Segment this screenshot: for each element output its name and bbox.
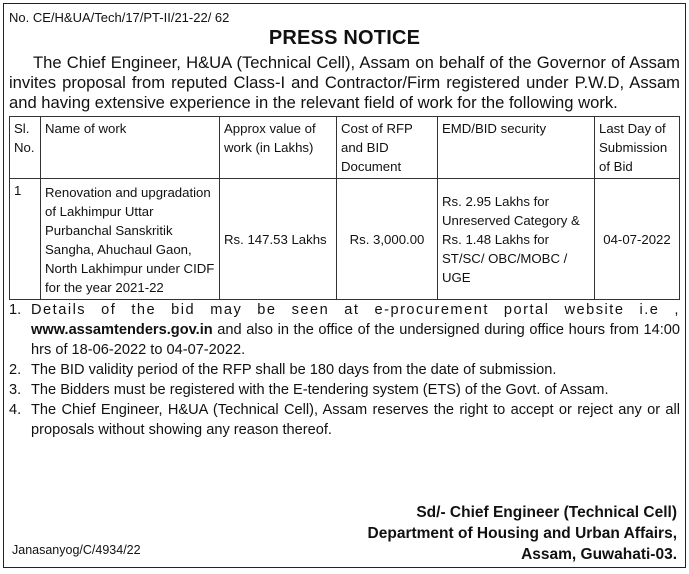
condition-number: 3. (9, 382, 22, 398)
table-header-row (10, 117, 680, 179)
signature-line-1: Sd/- Chief Engineer (Technical Cell) (416, 504, 677, 521)
intro-paragraph: The Chief Engineer, H&UA (Technical Cell), Assam on behalf of the Governor of Assam invites proposal from reputed Class-I and Contractor/Firm registered under P.W.D, Assam and having extensive experience in the relevant field of work for the following work. (9, 53, 680, 112)
condition-text: The Bidders must be registered with the E-tendering system (ETS) of the Govt. of Assam. (31, 382, 609, 398)
press-notice (3, 3, 686, 568)
signature-line-3: Assam, Guwahati-03. (521, 546, 677, 563)
condition-item (9, 360, 680, 380)
condition-text: The Chief Engineer, H&UA (Technical Cell), Assam reserves the right to accept or reject any or all proposals without showing any reason thereof. (31, 402, 680, 438)
cell-sl: 1 (10, 179, 41, 300)
condition-item (9, 400, 680, 440)
cell-emd: Rs. 2.95 Lakhs for Unreserved Category & Rs. 1.48 Lakhs for ST/SC/ OBC/MOBC / UGE (438, 179, 595, 300)
condition-number: 4. (9, 402, 22, 418)
header-name-of-work: Name of work (41, 117, 220, 179)
condition-number: 2. (9, 362, 22, 378)
footer-reference: Janasanyog/C/4934/22 (12, 543, 141, 557)
cell-name-of-work: Renovation and upgradation of Lakhimpur Uttar Purbanchal Sanskritik Sangha, Ahuchaul Gaon, North Lakhimpur under CIDF for the year 2021-22 (41, 179, 220, 300)
table-row (10, 179, 680, 300)
signature-line-2: Department of Housing and Urban Affairs, (367, 525, 677, 542)
header-cost-rfp: Cost of RFP and BID Document (337, 117, 438, 179)
conditions-list (9, 300, 680, 440)
signature-block (368, 502, 677, 565)
condition-text: The BID validity period of the RFP shall be 180 days from the date of submission. (31, 362, 557, 378)
cell-approx-value: Rs. 147.53 Lakhs (220, 179, 337, 300)
condition-item (9, 300, 680, 360)
header-last-day: Last Day of Submission of Bid (595, 117, 680, 179)
header-sl-no: Sl. No. (10, 117, 41, 179)
work-table (9, 116, 680, 300)
portal-link[interactable]: www.assamtenders.gov.in (31, 322, 213, 338)
cell-last-day: 04-07-2022 (595, 179, 680, 300)
condition-number: 1. (9, 302, 22, 318)
condition-text: Details of the bid may be seen at e-procurement portal website i.e , (31, 302, 680, 318)
notice-title: PRESS NOTICE (268, 27, 421, 49)
header-emd: EMD/BID security (438, 117, 595, 179)
condition-item (9, 380, 680, 400)
reference-number: No. CE/H&UA/Tech/17/PT-II/21-22/ 62 (9, 10, 230, 25)
cell-cost-rfp: Rs. 3,000.00 (337, 179, 438, 300)
header-approx-value: Approx value of work (in Lakhs) (220, 117, 337, 179)
condition-text-cont: and also in the office of the undersigned during office hours from 14:00 hrs of 18-06-2022 to 04-07-2022. (31, 322, 680, 358)
